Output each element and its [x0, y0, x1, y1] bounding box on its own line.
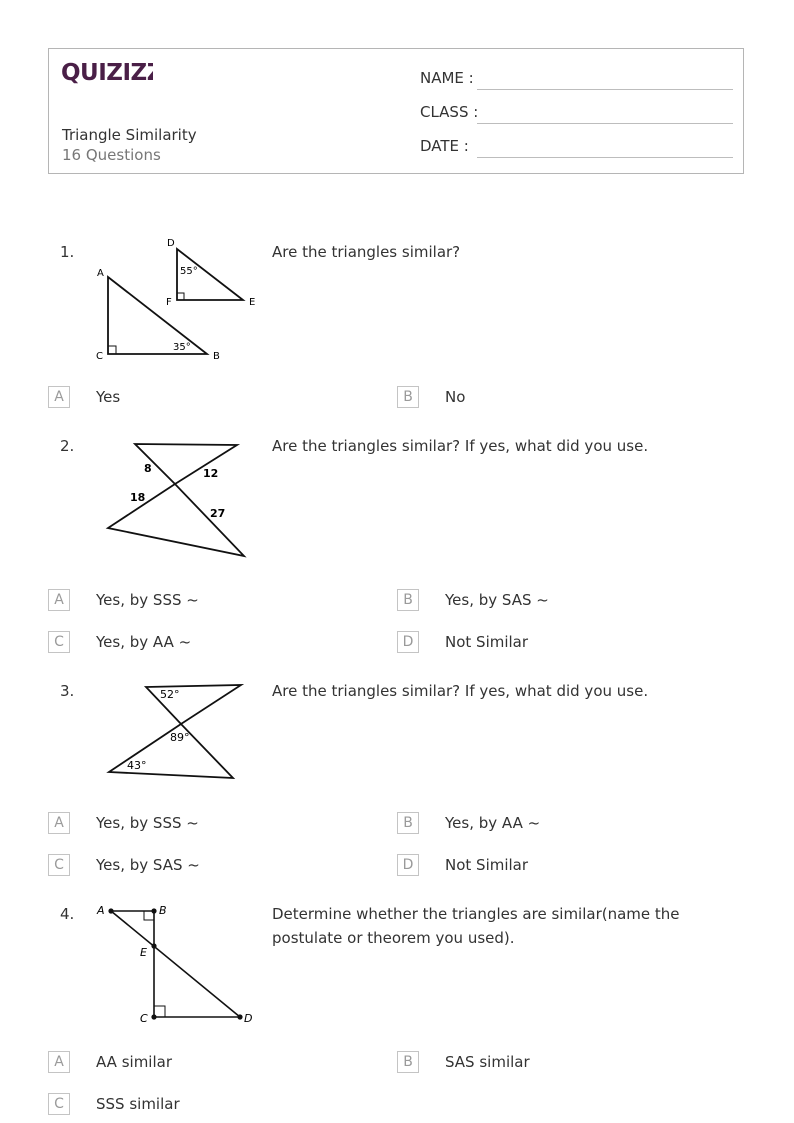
question-2-number: 2. — [60, 437, 75, 455]
question-3-figure — [100, 680, 250, 784]
q3-option-d-text: Not Similar — [445, 856, 529, 874]
q2-option-c-box[interactable]: C — [48, 631, 70, 653]
svg-text:12: 12 — [203, 467, 219, 480]
name-line[interactable] — [477, 89, 733, 90]
class-line[interactable] — [477, 123, 733, 124]
q3-option-b-text: Yes, by AA ~ — [445, 814, 541, 832]
q1-option-a-box[interactable]: A — [48, 386, 70, 408]
question-4-text: Determine whether the triangles are similar(name the postulate or theorem you used). — [272, 905, 680, 947]
quizizz-logo — [61, 58, 153, 90]
q3-option-c-box[interactable]: C — [48, 854, 70, 876]
q2-option-b-text: Yes, by SAS ~ — [445, 591, 549, 609]
q2-option-d-text: Not Similar — [445, 633, 529, 651]
question-count: 16 Questions — [62, 146, 161, 164]
q3-option-a-text: Yes, by SSS ~ — [96, 814, 199, 832]
svg-text:35°: 35° — [173, 342, 191, 353]
svg-text:18: 18 — [130, 491, 146, 504]
q1-option-b-text: No — [445, 388, 466, 406]
q4-option-c-box[interactable]: C — [48, 1093, 70, 1115]
question-2-text: Are the triangles similar? If yes, what did you use. — [272, 437, 649, 455]
svg-text:27: 27 — [210, 507, 226, 520]
svg-text:8: 8 — [144, 462, 152, 475]
q1-option-b-box[interactable]: B — [397, 386, 419, 408]
date-label: DATE : — [420, 137, 469, 155]
q4-option-b-text: SAS similar — [445, 1053, 530, 1071]
question-2-figure — [100, 436, 260, 564]
q3-option-b-box[interactable]: B — [397, 812, 419, 834]
q2-option-a-box[interactable]: A — [48, 589, 70, 611]
q2-option-d-box[interactable]: D — [397, 631, 419, 653]
svg-text:89°: 89° — [170, 731, 190, 744]
svg-text:C: C — [140, 1012, 148, 1025]
svg-text:A: A — [97, 904, 105, 917]
svg-text:D: D — [244, 1012, 253, 1025]
question-1-figure — [88, 232, 268, 368]
svg-text:F: F — [166, 297, 172, 308]
svg-text:A: A — [97, 268, 104, 279]
q1-option-a-text: Yes — [96, 388, 121, 406]
worksheet-title: Triangle Similarity — [62, 126, 197, 144]
q2-option-b-box[interactable]: B — [397, 589, 419, 611]
svg-text:43°: 43° — [127, 759, 147, 772]
question-4-figure — [92, 900, 262, 1030]
q3-option-d-box[interactable]: D — [397, 854, 419, 876]
svg-text:C: C — [96, 351, 103, 362]
svg-text:D: D — [167, 238, 175, 249]
svg-text:QUIZIZZ: QUIZIZZ — [61, 60, 153, 86]
svg-text:B: B — [213, 351, 220, 362]
q4-option-a-text: AA similar — [96, 1053, 172, 1071]
q4-option-b-box[interactable]: B — [397, 1051, 419, 1073]
svg-text:E: E — [140, 946, 147, 959]
question-3-number: 3. — [60, 682, 75, 700]
q3-option-a-box[interactable]: A — [48, 812, 70, 834]
svg-text:52°: 52° — [160, 688, 180, 701]
class-label: CLASS : — [420, 103, 479, 121]
question-4-number: 4. — [60, 905, 75, 923]
date-line[interactable] — [477, 157, 733, 158]
svg-text:B: B — [159, 904, 167, 917]
q3-option-c-text: Yes, by SAS ~ — [96, 856, 200, 874]
name-label: NAME : — [420, 69, 474, 87]
q2-option-c-text: Yes, by AA ~ — [96, 633, 192, 651]
q2-option-a-text: Yes, by SSS ~ — [96, 591, 199, 609]
q4-option-a-box[interactable]: A — [48, 1051, 70, 1073]
q4-option-c-text: SSS similar — [96, 1095, 180, 1113]
question-3-text: Are the triangles similar? If yes, what did you use. — [272, 682, 649, 700]
svg-text:55°: 55° — [180, 266, 198, 277]
question-1-number: 1. — [60, 243, 75, 261]
svg-text:E: E — [249, 297, 256, 308]
question-1-text: Are the triangles similar? — [272, 243, 461, 261]
